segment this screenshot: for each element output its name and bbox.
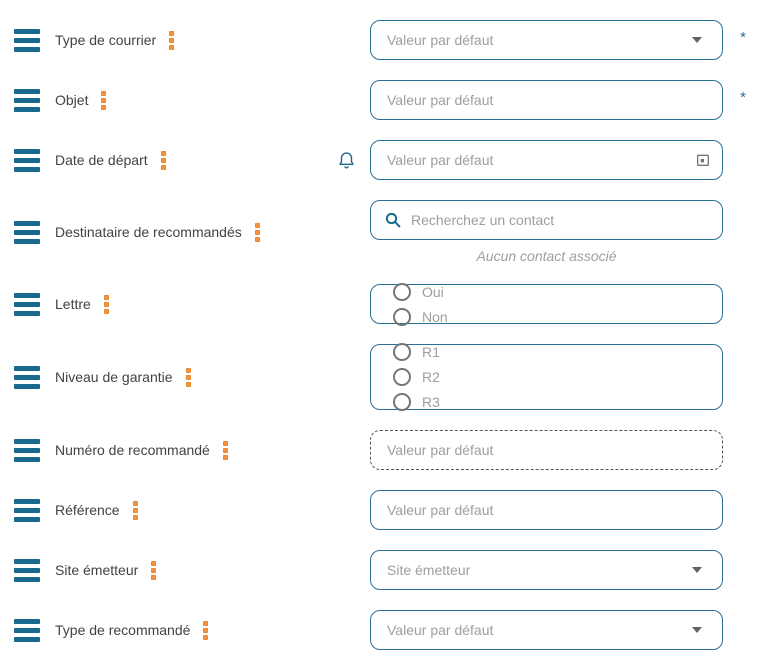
bell-icon[interactable] bbox=[336, 149, 357, 172]
drag-handle-icon[interactable] bbox=[14, 559, 40, 582]
kebab-menu-icon[interactable] bbox=[186, 368, 191, 387]
text-input-reference[interactable] bbox=[370, 490, 723, 530]
contact-search-input[interactable] bbox=[370, 200, 723, 240]
field-label: Type de courrier bbox=[55, 32, 157, 48]
field-label: Site émetteur bbox=[55, 562, 139, 578]
field-row-site-emetteur bbox=[0, 550, 763, 590]
radio-option-non[interactable]: Non bbox=[393, 308, 561, 326]
field-label: Objet bbox=[55, 92, 89, 108]
select-value: Valeur par défaut bbox=[387, 32, 494, 48]
field-label: Lettre bbox=[55, 296, 91, 312]
kebab-menu-icon[interactable] bbox=[161, 151, 166, 170]
field-label: Type de recommandé bbox=[55, 622, 191, 638]
radio-group-niveau-de-garantie bbox=[370, 344, 723, 410]
radio-icon bbox=[393, 368, 411, 386]
kebab-menu-icon[interactable] bbox=[104, 295, 109, 314]
date-input-date-de-depart[interactable] bbox=[370, 140, 723, 180]
radio-icon bbox=[393, 283, 411, 301]
field-label: Date de départ bbox=[55, 152, 148, 168]
select-type-de-recommande[interactable] bbox=[370, 610, 723, 650]
radio-icon bbox=[393, 308, 411, 326]
radio-icon bbox=[393, 393, 411, 411]
drag-handle-icon[interactable] bbox=[14, 89, 40, 112]
field-row-lettre bbox=[0, 284, 763, 324]
radio-option-oui[interactable]: Oui bbox=[393, 283, 561, 301]
field-label: Référence bbox=[55, 502, 120, 518]
kebab-menu-icon[interactable] bbox=[203, 621, 208, 640]
radio-option-r1[interactable]: R1 bbox=[393, 343, 561, 361]
field-row-destinataire-de-recommandes bbox=[0, 200, 763, 264]
drag-handle-icon[interactable] bbox=[14, 366, 40, 389]
chevron-down-icon bbox=[692, 37, 702, 43]
field-row-type-de-courrier bbox=[0, 20, 763, 60]
drag-handle-icon[interactable] bbox=[14, 499, 40, 522]
select-type-de-courrier[interactable] bbox=[370, 20, 723, 60]
calendar-icon[interactable] bbox=[695, 152, 711, 168]
select-value: Valeur par défaut bbox=[387, 622, 494, 638]
field-row-reference bbox=[0, 490, 763, 530]
field-label: Numéro de recommandé bbox=[55, 442, 210, 458]
drag-handle-icon[interactable] bbox=[14, 293, 40, 316]
kebab-menu-icon[interactable] bbox=[151, 561, 156, 580]
kebab-menu-icon[interactable] bbox=[255, 223, 260, 242]
search-icon bbox=[384, 211, 402, 229]
field-label: Niveau de garantie bbox=[55, 369, 173, 385]
kebab-menu-icon[interactable] bbox=[223, 441, 228, 460]
radio-option-r3[interactable]: R3 bbox=[393, 393, 561, 411]
drag-handle-icon[interactable] bbox=[14, 439, 40, 462]
radio-group-lettre bbox=[370, 284, 723, 324]
text-input-numero-de-recommande[interactable] bbox=[370, 430, 723, 470]
select-value: Site émetteur bbox=[387, 562, 471, 578]
kebab-menu-icon[interactable] bbox=[169, 31, 174, 50]
drag-handle-icon[interactable] bbox=[14, 221, 40, 244]
drag-handle-icon[interactable] bbox=[14, 149, 40, 172]
field-row-objet bbox=[0, 80, 763, 120]
chevron-down-icon bbox=[692, 627, 702, 633]
field-row-type-de-recommande bbox=[0, 610, 763, 650]
chevron-down-icon bbox=[692, 567, 702, 573]
text-input-objet[interactable] bbox=[370, 80, 723, 120]
select-site-emetteur[interactable] bbox=[370, 550, 723, 590]
kebab-menu-icon[interactable] bbox=[101, 91, 106, 110]
field-label: Destinataire de recommandés bbox=[55, 224, 242, 240]
drag-handle-icon[interactable] bbox=[14, 619, 40, 642]
field-row-niveau-de-garantie bbox=[0, 344, 763, 410]
radio-option-r2[interactable]: R2 bbox=[393, 368, 561, 386]
required-asterisk: * bbox=[740, 89, 746, 106]
required-asterisk: * bbox=[740, 29, 746, 46]
field-row-date-de-depart bbox=[0, 140, 763, 180]
drag-handle-icon[interactable] bbox=[14, 29, 40, 52]
kebab-menu-icon[interactable] bbox=[133, 501, 138, 520]
no-contact-caption: Aucun contact associé bbox=[476, 248, 617, 264]
radio-icon bbox=[393, 343, 411, 361]
field-row-numero-de-recommande bbox=[0, 430, 763, 470]
